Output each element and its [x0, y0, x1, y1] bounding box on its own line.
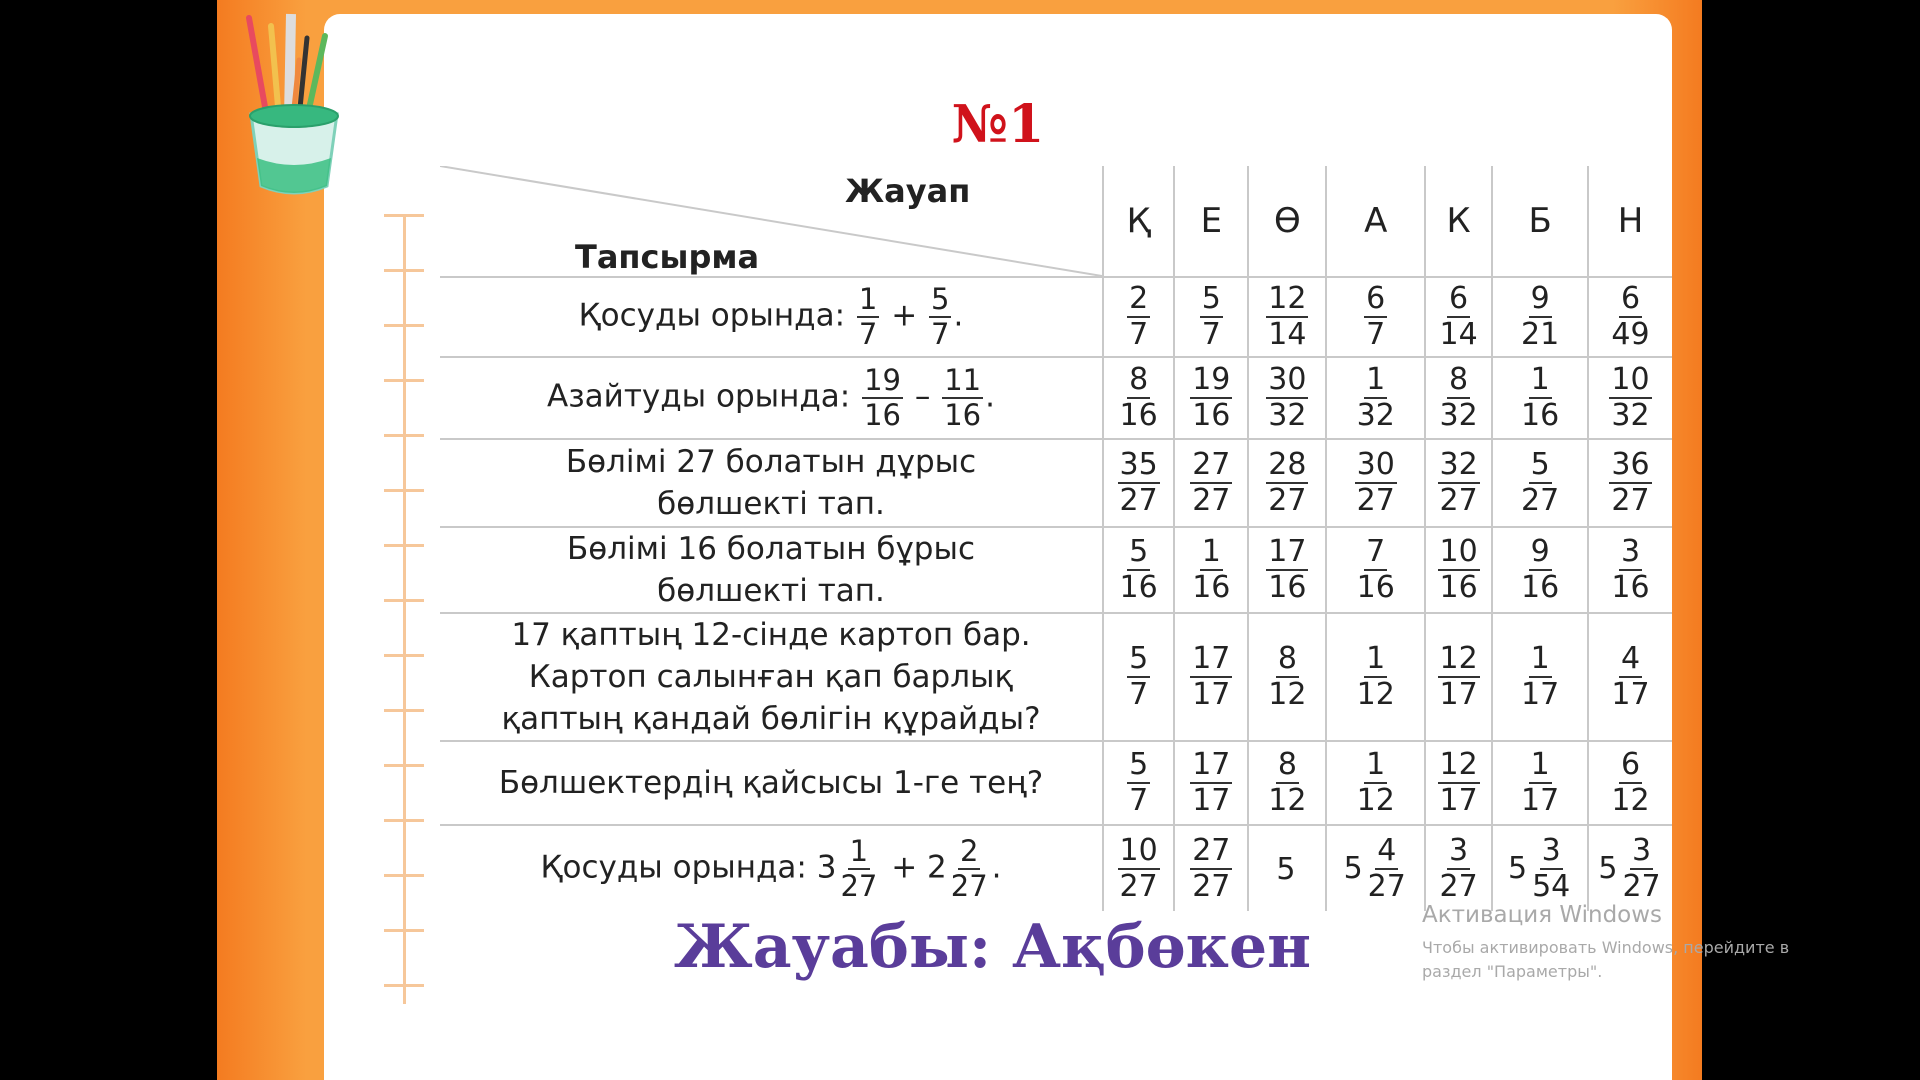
- task-text: Азайтуды орында:: [546, 378, 861, 415]
- final-answer: Жауабы: Ақбөкен: [674, 912, 1312, 982]
- fraction: [1438, 362, 1480, 433]
- numerator: 10: [1439, 534, 1478, 569]
- answer-cell: [1103, 825, 1174, 911]
- denominator: 17: [1611, 677, 1650, 712]
- denominator: 17: [1521, 783, 1560, 818]
- answer-cell: [1248, 825, 1326, 911]
- denominator: 7: [1129, 783, 1149, 818]
- answer-cell: [1492, 527, 1588, 613]
- task-text: .: [985, 378, 995, 415]
- numerator: 6: [1449, 281, 1469, 316]
- table-row: [440, 357, 1672, 439]
- numerator: 1: [1366, 641, 1386, 676]
- numerator: 1: [858, 282, 878, 316]
- whole-number: 5: [1598, 851, 1618, 886]
- numerator: 17: [1192, 641, 1231, 676]
- answer-cell: [1588, 439, 1672, 527]
- fraction: [1519, 447, 1561, 518]
- numerator: 3: [1449, 832, 1469, 868]
- numerator: 1: [1366, 747, 1386, 782]
- fraction: [1118, 362, 1160, 433]
- ruler-tick: [384, 434, 424, 437]
- ruler-tick: [384, 984, 424, 987]
- diagonal-divider: [440, 166, 1102, 276]
- numerator: 11: [944, 363, 982, 397]
- answer-cell: [1103, 527, 1174, 613]
- fraction: [1609, 534, 1651, 605]
- answer-cell: [1103, 277, 1174, 357]
- denominator: 17: [1439, 783, 1478, 818]
- fraction: [1355, 747, 1397, 818]
- denominator: 27: [1192, 868, 1231, 904]
- answer-cell: [1492, 613, 1588, 741]
- numerator: 36: [1611, 447, 1650, 482]
- numerator: 1: [1530, 362, 1550, 397]
- whole-number: 5: [1343, 851, 1363, 886]
- ruler-tick: [384, 214, 424, 217]
- task-text: Картоп салынған қап барлық: [528, 659, 1014, 695]
- denominator: 14: [1268, 317, 1307, 352]
- answer-cell: [1174, 527, 1248, 613]
- denominator: 12: [1268, 783, 1307, 818]
- numerator: 30: [1268, 362, 1307, 397]
- answer-cell: [1588, 527, 1672, 613]
- fraction: [1609, 641, 1651, 712]
- numerator: 6: [1366, 281, 1386, 316]
- answer-cell: [1492, 357, 1588, 439]
- numerator: 5: [1129, 534, 1149, 569]
- table-row: [440, 527, 1672, 613]
- fraction: [1364, 281, 1387, 352]
- numerator: 2: [959, 833, 979, 868]
- numerator: 2: [1129, 281, 1149, 316]
- fraction: [838, 833, 879, 903]
- denominator: 27: [1367, 868, 1406, 904]
- numerator: 5: [1129, 747, 1149, 782]
- denominator: 32: [1356, 398, 1395, 433]
- letter-header: А: [1326, 166, 1425, 277]
- numerator: 4: [1377, 832, 1397, 868]
- denominator: 27: [1119, 868, 1158, 904]
- answer-cell: [1425, 439, 1492, 527]
- fraction: [1438, 747, 1480, 818]
- fraction: [1355, 641, 1397, 712]
- fraction: [1530, 832, 1572, 904]
- denominator: 12: [1356, 783, 1395, 818]
- answer-cell: [1326, 357, 1425, 439]
- denominator: 17: [1521, 677, 1560, 712]
- fraction: [1266, 641, 1308, 712]
- answer-cell: [1588, 825, 1672, 911]
- numerator: 1: [1366, 362, 1386, 397]
- numerator: 8: [1449, 362, 1469, 397]
- fraction: [1519, 534, 1561, 605]
- numerator: 5: [931, 282, 950, 316]
- numerator: 6: [1620, 747, 1641, 782]
- ruler-tick: [384, 654, 424, 657]
- denominator: 27: [1611, 483, 1650, 518]
- denominator: 27: [1439, 483, 1478, 518]
- task-cell: [440, 613, 1103, 741]
- denominator: 16: [944, 398, 982, 432]
- denominator: 7: [858, 317, 878, 351]
- fraction: [942, 363, 983, 432]
- denominator: 49: [1611, 317, 1650, 352]
- numerator: 28: [1268, 447, 1307, 482]
- denominator: 7: [1129, 317, 1149, 352]
- denominator: 27: [1521, 483, 1560, 518]
- ruler-tick: [384, 599, 424, 602]
- answer-cell: [1103, 741, 1174, 825]
- denominator: 27: [840, 868, 878, 903]
- fraction: [1519, 747, 1561, 818]
- answer-cell: [1248, 613, 1326, 741]
- denominator: 17: [1439, 677, 1478, 712]
- numerator: 5: [1201, 281, 1221, 316]
- numerator: 17: [1268, 534, 1307, 569]
- answer-cell: [1174, 613, 1248, 741]
- denominator: 16: [864, 398, 902, 432]
- denominator: 16: [1119, 570, 1158, 605]
- answer-cell: [1248, 741, 1326, 825]
- fraction: [1438, 641, 1480, 712]
- denominator: 16: [1119, 398, 1158, 433]
- denominator: 27: [1119, 483, 1158, 518]
- numerator: 12: [1439, 641, 1478, 676]
- numerator: 1: [1530, 641, 1550, 676]
- fraction: [1355, 534, 1397, 605]
- task-text: Бөлімі 16 болатын бұрыс: [566, 531, 976, 567]
- task-text: бөлшекті тап.: [657, 486, 885, 522]
- denominator: 12: [1268, 677, 1307, 712]
- task-cell: [440, 439, 1103, 527]
- fraction: [1190, 832, 1232, 904]
- answer-cell: [1248, 357, 1326, 439]
- letter-header: Б: [1492, 166, 1588, 277]
- letter-header: Ө: [1248, 166, 1326, 277]
- numerator: 8: [1129, 362, 1149, 397]
- numerator: 12: [1268, 281, 1307, 316]
- letter-header: Қ: [1103, 166, 1174, 277]
- fraction: [1266, 362, 1308, 433]
- fraction: [1609, 362, 1651, 433]
- denominator: 27: [1622, 868, 1661, 904]
- answer-cell: [1103, 439, 1174, 527]
- pencil-cup-icon: [237, 8, 347, 198]
- answer-cell: [1588, 741, 1672, 825]
- fraction: [1355, 447, 1397, 518]
- fraction: [1190, 447, 1232, 518]
- denominator: 7: [931, 317, 950, 351]
- denominator: 16: [1439, 570, 1478, 605]
- ruler-tick: [384, 819, 424, 822]
- ruler-tick: [384, 764, 424, 767]
- numerator: 6: [1620, 281, 1641, 316]
- task-text: Бөлшектердің қайсысы 1-ге тең?: [498, 765, 1044, 801]
- letter-header: Е: [1174, 166, 1248, 277]
- table-row: [440, 741, 1672, 825]
- denominator: 16: [1356, 570, 1395, 605]
- task-cell: [440, 741, 1103, 825]
- fraction: [1519, 281, 1561, 352]
- numerator: 1: [1530, 747, 1550, 782]
- answer-cell: [1492, 741, 1588, 825]
- answer-cell: [1248, 439, 1326, 527]
- numerator: 9: [1530, 534, 1550, 569]
- fraction: [1609, 747, 1651, 818]
- watermark-text: Чтобы активировать Windows, перейдите в раздел "Параметры".: [1422, 938, 1790, 981]
- fraction: [1118, 447, 1160, 518]
- fraction: [1620, 832, 1662, 904]
- task-header: Тапсырма: [575, 238, 760, 276]
- numerator: 3: [1541, 832, 1561, 868]
- denominator: 7: [1129, 677, 1149, 712]
- task-cell: [440, 825, 1103, 911]
- answer-cell: [1174, 825, 1248, 911]
- denominator: 12: [1356, 677, 1395, 712]
- fraction: [1200, 281, 1223, 352]
- fraction: [929, 282, 951, 351]
- fraction: [1266, 747, 1308, 818]
- page-title: №1: [951, 94, 1045, 155]
- fraction: [1609, 447, 1651, 518]
- denominator: 54: [1532, 868, 1571, 904]
- answer-cell: [1492, 825, 1588, 911]
- denominator: 16: [1521, 398, 1560, 433]
- task-text: .: [991, 849, 1002, 885]
- answer-cell: [1248, 527, 1326, 613]
- denominator: 16: [1268, 570, 1307, 605]
- answer-cell: [1492, 277, 1588, 357]
- task-text: қаптың қандай бөлігін құрайды?: [501, 701, 1041, 737]
- denominator: 21: [1521, 317, 1560, 352]
- header-corner-cell: [440, 166, 1103, 277]
- fraction: [862, 363, 903, 432]
- whole-number: 5: [1276, 851, 1296, 887]
- task-text: .: [953, 297, 964, 334]
- fraction: [1438, 447, 1480, 518]
- fraction: [949, 833, 990, 903]
- denominator: 14: [1439, 317, 1478, 352]
- numerator: 27: [1192, 447, 1231, 482]
- fraction: [1519, 362, 1561, 433]
- fraction: [1190, 641, 1232, 712]
- denominator: 27: [1192, 483, 1231, 518]
- letter-header: Н: [1588, 166, 1672, 277]
- answer-cell: [1174, 439, 1248, 527]
- whole-number: 5: [1507, 851, 1528, 886]
- denominator: 7: [1201, 317, 1221, 352]
- denominator: 32: [1268, 398, 1307, 433]
- answer-cell: [1174, 357, 1248, 439]
- table-row: [440, 613, 1672, 741]
- numerator: 8: [1277, 641, 1297, 676]
- answer-cell: [1326, 741, 1425, 825]
- numerator: 32: [1439, 447, 1478, 482]
- table-row: [440, 825, 1672, 911]
- table-row: [440, 277, 1672, 357]
- task-text: +: [881, 297, 928, 334]
- answer-table: [440, 166, 1672, 911]
- answer-cell: [1425, 527, 1492, 613]
- task-text: бөлшекті тап.: [657, 573, 885, 609]
- answer-header: Жауап: [845, 172, 971, 210]
- fraction: [1190, 534, 1232, 605]
- windows-activation-watermark: [1422, 902, 1852, 984]
- fraction: [1190, 362, 1232, 433]
- numerator: 4: [1620, 641, 1641, 676]
- ruler-tick: [384, 544, 424, 547]
- denominator: 32: [1611, 398, 1650, 433]
- ruler-tick: [384, 269, 424, 272]
- answer-cell: [1103, 357, 1174, 439]
- numerator: 9: [1530, 281, 1550, 316]
- fraction: [1438, 832, 1480, 904]
- task-text: Қосуды орында: 3: [540, 849, 837, 885]
- ruler-tick: [384, 874, 424, 877]
- numerator: 5: [1129, 641, 1149, 676]
- numerator: 12: [1439, 747, 1478, 782]
- denominator: 7: [1366, 317, 1386, 352]
- letter-header: К: [1425, 166, 1492, 277]
- fraction: [1438, 534, 1480, 605]
- answer-cell: [1326, 277, 1425, 357]
- fraction: [1355, 362, 1397, 433]
- table-header-row: [440, 166, 1672, 277]
- fraction: [1118, 832, 1160, 904]
- denominator: 16: [1521, 570, 1560, 605]
- fraction: [1366, 832, 1408, 904]
- ruler-decoration: [384, 214, 424, 1004]
- answer-cell: [1103, 613, 1174, 741]
- numerator: 27: [1192, 832, 1231, 868]
- fraction: [1118, 534, 1160, 605]
- numerator: 35: [1119, 447, 1158, 482]
- ruler-tick: [384, 489, 424, 492]
- task-text: –: [905, 378, 941, 415]
- fraction: [857, 282, 879, 351]
- task-cell: [440, 277, 1103, 357]
- answer-cell: [1425, 613, 1492, 741]
- numerator: 30: [1356, 447, 1395, 482]
- fraction: [1127, 641, 1150, 712]
- numerator: 10: [1119, 832, 1158, 868]
- table-row: [440, 439, 1672, 527]
- answer-cell: [1588, 357, 1672, 439]
- ruler-tick: [384, 709, 424, 712]
- numerator: 17: [1192, 747, 1231, 782]
- denominator: 17: [1192, 783, 1231, 818]
- answer-cell: [1326, 825, 1425, 911]
- denominator: 16: [1192, 570, 1231, 605]
- denominator: 16: [1611, 570, 1650, 605]
- answer-cell: [1425, 357, 1492, 439]
- ruler-tick: [384, 324, 424, 327]
- numerator: 8: [1277, 747, 1297, 782]
- task-text: Бөлімі 27 болатын дұрыс: [565, 444, 977, 480]
- task-cell: [440, 527, 1103, 613]
- fraction: [1438, 281, 1480, 352]
- numerator: 7: [1366, 534, 1386, 569]
- numerator: 19: [1192, 362, 1231, 397]
- denominator: 27: [1356, 483, 1395, 518]
- task-text: + 2: [881, 849, 947, 885]
- numerator: 1: [1201, 534, 1221, 569]
- fraction: [1266, 534, 1308, 605]
- answer-cell: [1425, 277, 1492, 357]
- numerator: 19: [864, 363, 902, 397]
- denominator: 27: [1268, 483, 1307, 518]
- fraction: [1127, 281, 1150, 352]
- answer-cell: [1326, 613, 1425, 741]
- answer-cell: [1248, 277, 1326, 357]
- numerator: 10: [1611, 362, 1650, 397]
- answer-cell: [1326, 439, 1425, 527]
- answer-cell: [1174, 277, 1248, 357]
- answer-cell: [1174, 741, 1248, 825]
- denominator: 27: [950, 868, 988, 903]
- answer-cell: [1492, 439, 1588, 527]
- fraction: [1127, 747, 1150, 818]
- answer-cell: [1588, 277, 1672, 357]
- denominator: 27: [1439, 868, 1478, 904]
- ruler-tick: [384, 929, 424, 932]
- denominator: 16: [1192, 398, 1231, 433]
- task-text: 17 қаптың 12-сінде картоп бар.: [511, 617, 1031, 653]
- denominator: 12: [1611, 783, 1650, 818]
- task-cell: [440, 357, 1103, 439]
- fraction: [1609, 281, 1651, 352]
- numerator: 3: [1632, 832, 1652, 868]
- task-text: Қосуды орында:: [578, 297, 855, 334]
- numerator: 1: [849, 833, 869, 868]
- denominator: 32: [1439, 398, 1478, 433]
- fraction: [1266, 447, 1308, 518]
- answer-cell: [1425, 825, 1492, 911]
- denominator: 17: [1192, 677, 1231, 712]
- answer-cell: [1588, 613, 1672, 741]
- fraction: [1519, 641, 1561, 712]
- answer-cell: [1326, 527, 1425, 613]
- answer-cell: [1425, 741, 1492, 825]
- numerator: 5: [1530, 447, 1550, 482]
- watermark-title: Активация Windows: [1422, 902, 1663, 928]
- numerator: 3: [1620, 534, 1641, 569]
- ruler-tick: [384, 379, 424, 382]
- fraction: [1266, 281, 1308, 352]
- fraction: [1190, 747, 1232, 818]
